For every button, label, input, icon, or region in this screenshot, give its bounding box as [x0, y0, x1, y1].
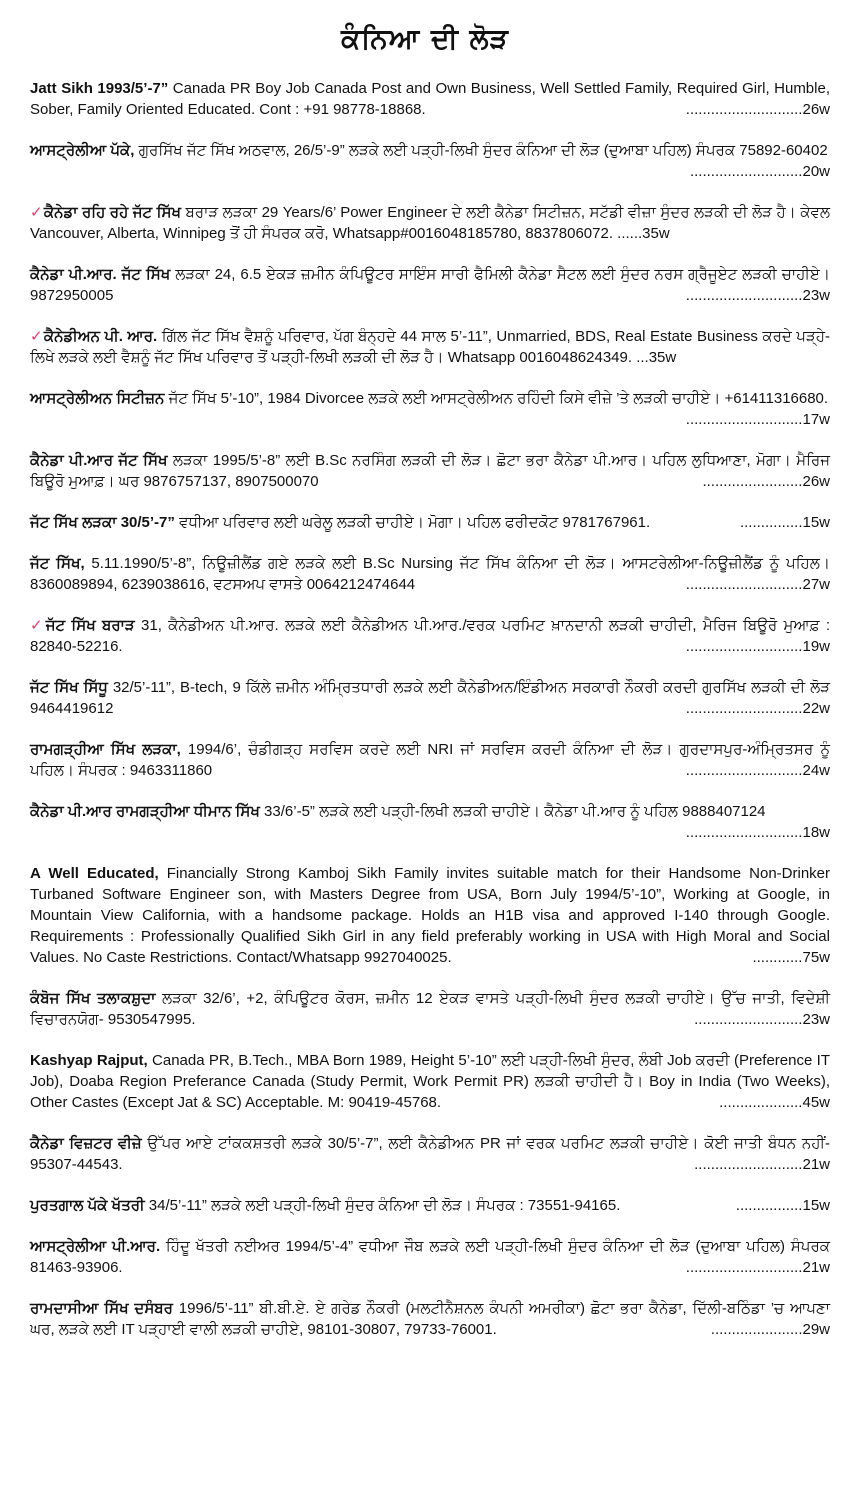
- ad-word-count: ............................21w: [685, 1259, 830, 1276]
- page-title: ਕੰਨਿਆ ਦੀ ਲੋੜ: [341, 22, 509, 55]
- ad-item: [30, 140, 830, 182]
- ad-word-count: ............................18w: [685, 824, 830, 841]
- ad-item: [30, 202, 830, 244]
- ad-item: [30, 615, 830, 657]
- ad-body: ਹਿੰਦੂ ਖੱਤਰੀ ਨਈਅਰ 1994/5’-4” ਵਧੀਆ ਜੌਬ ਲੜਕੇ ਲਈ ਪੜ੍ਹੀ-ਲਿਖੀ ਸੁੰਦਰ ਕੰਨਿਆ ਦੀ ਲੋੜ (ਦੁਆਬਾ ਪਹਿਲ) ਸੰਪਰਕ 81463-93906.: [30, 1238, 830, 1276]
- ad-heading: ਕੈਨੇਡਾ ਪੀ.ਆਰ ਜੱਟ ਸਿੱਖ: [30, 452, 168, 469]
- ad-heading: Jatt Sikh 1993/5’-7”: [30, 80, 169, 97]
- ad-word-count: ....................45w: [719, 1094, 830, 1111]
- ad-body: ਉੱਪਰ ਆਏ ਟਾਂਕਕਸ਼ਤਰੀ ਲੜਕੇ 30/5’-7”, ਲਈ ਕੈਨੇਡੀਅਨ PR ਜਾਂ ਵਰਕ ਪਰਮਿਟ ਲੜਕੀ ਚਾਹੀਏ। ਕੋਈ ਜਾਤੀ ਬੰਧਨ ਨਹੀਂ- 95307-44543.: [30, 1135, 830, 1173]
- ad-item: [30, 739, 830, 781]
- ad-body: 34/5’-11” ਲੜਕੇ ਲਈ ਪੜ੍ਹੀ-ਲਿਖੀ ਸੁੰਦਰ ਕੰਨਿਆ ਦੀ ਲੋੜ। ਸੰਪਰਕ : 73551-94165.: [144, 1197, 621, 1214]
- ad-heading: ਆਸਟ੍ਰੇਲੀਆ ਪੀ.ਆਰ.: [30, 1238, 161, 1255]
- ad-body: 1994/6’, ਚੰਡੀਗੜ੍ਹ ਸਰਵਿਸ ਕਰਦੇ ਲਈ NRI ਜਾਂ ਸਰਵਿਸ ਕਰਦੀ ਕੰਨਿਆ ਦੀ ਲੋੜ। ਗੁਰਦਾਸਪੁਰ-ਅੰਮ੍ਰਿਤਸਰ ਨੂੰ ਪਹਿਲ। ਸੰਪਰਕ : 9463311860: [30, 741, 830, 779]
- ads-list: [30, 78, 830, 1360]
- ad-word-count: ............................24w: [685, 762, 830, 779]
- ad-word-count: ..........................23w: [694, 1011, 830, 1028]
- ad-body: ਬਰਾੜ ਲੜਕਾ 29 Years/6’ Power Engineer ਦੇ ਲਈ ਕੈਨੇਡਾ ਸਿਟੀਜ਼ਨ, ਸਟੱਡੀ ਵੀਜ਼ਾ ਸੁੰਦਰ ਲੜਕੀ ਦੀ ਲੋੜ ਹੈ। ਕੇਵਲ Vancouver, Alberta, Winnipeg ਤੋਂ ਹੀ ਸੰਪਰਕ ਕਰੋ, Whatsapp#0016048185780, 8837806072. ......35w: [30, 204, 831, 242]
- ad-item: [30, 801, 830, 843]
- ad-item: [30, 553, 830, 595]
- ad-word-count: ...............15w: [739, 514, 830, 531]
- ad-body: ਲੜਕਾ 32/6’, +2, ਕੰਪਿਊਟਰ ਕੋਰਸ, ਜ਼ਮੀਨ 12 ਏਕੜ ਵਾਸਤੇ ਪੜ੍ਹੀ-ਲਿਖੀ ਸੁੰਦਰ ਲੜਕੀ ਚਾਹੀਏ। ਉੱਚ ਜਾਤੀ, ਵਿਦੇਸ਼ੀ ਵਿਚਾਰਨਯੋਗ- 9530547995.: [30, 990, 830, 1028]
- ad-word-count: ..........................21w: [694, 1156, 830, 1173]
- ad-word-count: ......................29w: [710, 1321, 830, 1338]
- ad-body: ਵਧੀਆ ਪਰਿਵਾਰ ਲਈ ਘਰੇਲੂ ਲੜਕੀ ਚਾਹੀਏ। ਮੋਗਾ। ਪਹਿਲ ਫਰੀਦਕੋਟ 9781767961.: [174, 514, 651, 531]
- ad-item: [30, 1298, 830, 1340]
- ad-word-count: ............................22w: [685, 700, 830, 717]
- ad-body: ਗੁਰਸਿੱਖ ਜੱਟ ਸਿੱਖ ਅਠਵਾਲ, 26/5’-9” ਲੜਕੇ ਲਈ ਪੜ੍ਹੀ-ਲਿਖੀ ਸੁੰਦਰ ਕੰਨਿਆ ਦੀ ਲੋੜ (ਦੁਆਬਾ ਪਹਿਲ) ਸੰਪਰਕ 75892-60402: [134, 142, 828, 159]
- ad-body: Canada PR, B.Tech., MBA Born 1989, Height 5’-10” ਲਈ ਪੜ੍ਹੀ-ਲਿਖੀ ਸੁੰਦਰ, ਲੰਬੀ Job ਕਰਦੀ (Preference IT Job), Doaba Region Preferance Canada (Study Permit, Work Permit PR) ਲੜਕੀ ਚਾਹੀਦੀ ਹੈ। Boy in India (Two Weeks), Other Castes (Except Jat & SC) Acceptable. M: 90419-45768.: [30, 1052, 830, 1111]
- ad-item: [30, 450, 830, 492]
- ad-word-count: ........................26w: [702, 473, 830, 490]
- ad-body: 1996/5’-11” ਬੀ.ਬੀ.ਏ. ਏ ਗਰੇਡ ਨੌਕਰੀ (ਮਲਟੀਨੈਸ਼ਨਲ ਕੰਪਨੀ ਅਮਰੀਕਾ) ਛੋਟਾ ਭਰਾ ਕੈਨੇਡਾ, ਦਿੱਲੀ-ਬਠਿੰਡਾ ’ਚ ਆਪਣਾ ਘਰ, ਲੜਕੇ ਲਈ IT ਪੜ੍ਹਾਈ ਵਾਲੀ ਲੜਕੀ ਚਾਹੀਏ, 98101-30807, 79733-76001.: [30, 1300, 830, 1338]
- ad-word-count: ...........................20w: [689, 163, 830, 180]
- ad-item: [30, 1133, 830, 1175]
- ad-item: [30, 1195, 830, 1216]
- ad-heading: ਕੈਨੇਡਾ ਪੀ.ਆਰ ਰਾਮਗੜ੍ਹੀਆ ਧੀਮਾਨ ਸਿੱਖ: [30, 803, 260, 820]
- ad-item: [30, 512, 830, 533]
- ad-word-count: ............................26w: [685, 101, 830, 118]
- ad-word-count: ............75w: [752, 949, 830, 966]
- ad-heading: ਆਸਟ੍ਰੇਲੀਅਨ ਸਿਟੀਜ਼ਨ: [30, 390, 165, 407]
- ad-heading: ਕੈਨੇਡਾ ਰਹਿ ਰਹੇ ਜੱਟ ਸਿੱਖ: [43, 204, 181, 221]
- ad-item: [30, 677, 830, 719]
- ad-item: [30, 863, 830, 968]
- ad-body: Financially Strong Kamboj Sikh Family invites suitable match for their Handsome Non-Drinker Turbaned Software Engineer son, with Masters Degree from USA, Born July 1994/5’-10”, Working at Google, in Mountain View California, with a handsome package. Holds an H1B visa and approved I-140 through Google. Requirements : Professionally Qualified Sikh Girl in any field preferably working in USA with High Moral and Social Values. No Caste Restrictions. Contact/Whatsapp 9927040025.: [30, 865, 831, 966]
- ad-heading: ਰਾਮਗੜ੍ਹੀਆ ਸਿੱਖ ਲੜਕਾ,: [30, 741, 181, 758]
- ad-item: [30, 326, 830, 368]
- ad-body: ਲੜਕਾ 24, 6.5 ਏਕੜ ਜ਼ਮੀਨ ਕੰਪਿਊਟਰ ਸਾਇੰਸ ਸਾਰੀ ਫੈਮਿਲੀ ਕੈਨੇਡਾ ਸੈਟਲ ਲਈ ਸੁੰਦਰ ਨਰਸ ਗ੍ਰੈਜੂਏਟ ਲੜਕੀ ਚਾਹੀਏ। 9872950005: [30, 266, 830, 304]
- ad-body: ਜੱਟ ਸਿੱਖ 5’-10”, 1984 Divorcee ਲੜਕੇ ਲਈ ਆਸਟ੍ਰੇਲੀਅਨ ਰਹਿੰਦੀ ਕਿਸੇ ਵੀਜ਼ੇ ’ਤੇ ਲੜਕੀ ਚਾਹੀਏ। +61411316680.: [164, 390, 829, 407]
- ad-word-count: ................15w: [735, 1197, 830, 1214]
- ad-item: [30, 988, 830, 1030]
- ad-item: [30, 78, 830, 120]
- ad-heading: ਜੱਟ ਸਿੱਖ ਬਰਾੜ: [45, 617, 135, 634]
- ad-body: 33/6’-5” ਲੜਕੇ ਲਈ ਪੜ੍ਹੀ-ਲਿਖੀ ਲੜਕੀ ਚਾਹੀਏ। ਕੈਨੇਡਾ ਪੀ.ਆਰ ਨੂੰ ਪਹਿਲ 9888407124: [259, 803, 766, 820]
- check-icon: ✓: [30, 204, 43, 221]
- ad-body: 5.11.1990/5’-8”, ਨਿਊਜ਼ੀਲੈਂਡ ਗਏ ਲੜਕੇ ਲਈ B.Sc Nursing ਜੱਟ ਸਿੱਖ ਕੰਨਿਆ ਦੀ ਲੋੜ। ਆਸਟਰੇਲੀਆ-ਨਿਊਜ਼ੀਲੈਂਡ ਨੂੰ ਪਹਿਲ। 8360089894, 6239038616, ਵਟਸਅਪ ਵਾਸਤੇ 0064212474644: [30, 555, 830, 593]
- ad-heading: ਰਾਮਦਾਸੀਆ ਸਿੱਖ ਦਸੰਬਰ: [30, 1300, 173, 1317]
- ad-heading: ਕੈਨੇਡਾ ਵਿਜ਼ਟਰ ਵੀਜ਼ੇ: [30, 1135, 142, 1152]
- ad-heading: ਕੰਬੋਜ ਸਿੱਖ ਤਲਾਕਸ਼ੁਦਾ: [30, 990, 156, 1007]
- ad-body: 31, ਕੈਨੇਡੀਅਨ ਪੀ.ਆਰ. ਲੜਕੇ ਲਈ ਕੈਨੇਡੀਅਨ ਪੀ.ਆਰ./ਵਰਕ ਪਰਮਿਟ ਖ਼ਾਨਦਾਨੀ ਲੜਕੀ ਚਾਹੀਦੀ, ਮੈਰਿਜ ਬਿਊਰੋ ਮੁਆਫ਼ : 82840-52216.: [30, 617, 830, 655]
- ad-heading: ਆਸਟ੍ਰੇਲੀਆ ਪੱਕੇ,: [30, 142, 135, 159]
- ad-body: ਲੜਕਾ 1995/5’-8” ਲਈ B.Sc ਨਰਸਿੰਗ ਲੜਕੀ ਦੀ ਲੋੜ। ਛੋਟਾ ਭਰਾ ਕੈਨੇਡਾ ਪੀ.ਆਰ। ਪਹਿਲ ਲੁਧਿਆਣਾ, ਮੋਗਾ। ਮੈਰਿਜ ਬਿਊਰੋ ਮੁਆਫ਼। ਘਰ 9876757137, 8907500070: [30, 452, 830, 490]
- ad-body: Canada PR Boy Job Canada Post and Own Business, Well Settled Family, Required Girl, Humble, Sober, Family Oriented Educated. Cont : +91 98778-18868.: [30, 80, 830, 118]
- ad-word-count: ............................19w: [685, 638, 830, 655]
- ad-heading: ਜੱਟ ਸਿੱਖ,: [30, 555, 85, 572]
- ad-heading: ਜੱਟ ਸਿੱਖ ਲੜਕਾ 30/5’-7”: [30, 514, 175, 531]
- ad-item: [30, 264, 830, 306]
- check-icon: ✓: [30, 617, 45, 634]
- ad-word-count: ............................17w: [685, 411, 830, 428]
- ad-heading: ਕੈਨੇਡਾ ਪੀ.ਆਰ. ਜੱਟ ਸਿੱਖ: [30, 266, 171, 283]
- ad-heading: Kashyap Rajput,: [30, 1052, 148, 1069]
- ad-word-count: ............................23w: [685, 287, 830, 304]
- ad-body: 32/5’-11”, B-tech, 9 ਕਿੱਲੇ ਜ਼ਮੀਨ ਅੰਮ੍ਰਿਤਧਾਰੀ ਲੜਕੇ ਲਈ ਕੈਨੇਡੀਅਨ/ਇੰਡੀਅਨ ਸਰਕਾਰੀ ਨੌਕਰੀ ਕਰਦੀ ਗੁਰਸਿੱਖ ਲੜਕੀ ਦੀ ਲੋੜ 9464419612: [30, 679, 830, 717]
- ad-heading: ਕੈਨੇਡੀਅਨ ਪੀ. ਆਰ.: [43, 328, 158, 345]
- ad-item: [30, 388, 830, 430]
- ad-item: [30, 1050, 830, 1113]
- ad-heading: ਪੁਰਤਗਾਲ ਪੱਕੇ ਖੱਤਰੀ: [30, 1197, 145, 1214]
- ad-word-count: ............................27w: [685, 576, 830, 593]
- ad-body: ਗਿੱਲ ਜੱਟ ਸਿੱਖ ਵੈਸ਼ਨੂੰ ਪਰਿਵਾਰ, ਪੱਗ ਬੰਨ੍ਹਦੇ 44 ਸਾਲ 5’-11”, Unmarried, BDS, Real Estate Business ਕਰਦੇ ਪੜ੍ਹੇ-ਲਿਖੇ ਲੜਕੇ ਲਈ ਵੈਸ਼ਨੂੰ ਜੱਟ ਸਿੱਖ ਪਰਿਵਾਰ ਤੋਂ ਪੜ੍ਹੀ-ਲਿਖੀ ਲੜਕੀ ਦੀ ਲੋੜ ਹੈ। Whatsapp 0016048624349. ...35w: [30, 328, 830, 366]
- check-icon: ✓: [30, 328, 43, 345]
- ad-heading: ਜੱਟ ਸਿੱਖ ਸਿੱਧੂ: [30, 679, 108, 696]
- ad-heading: A Well Educated,: [30, 865, 159, 882]
- ad-item: [30, 1236, 830, 1278]
